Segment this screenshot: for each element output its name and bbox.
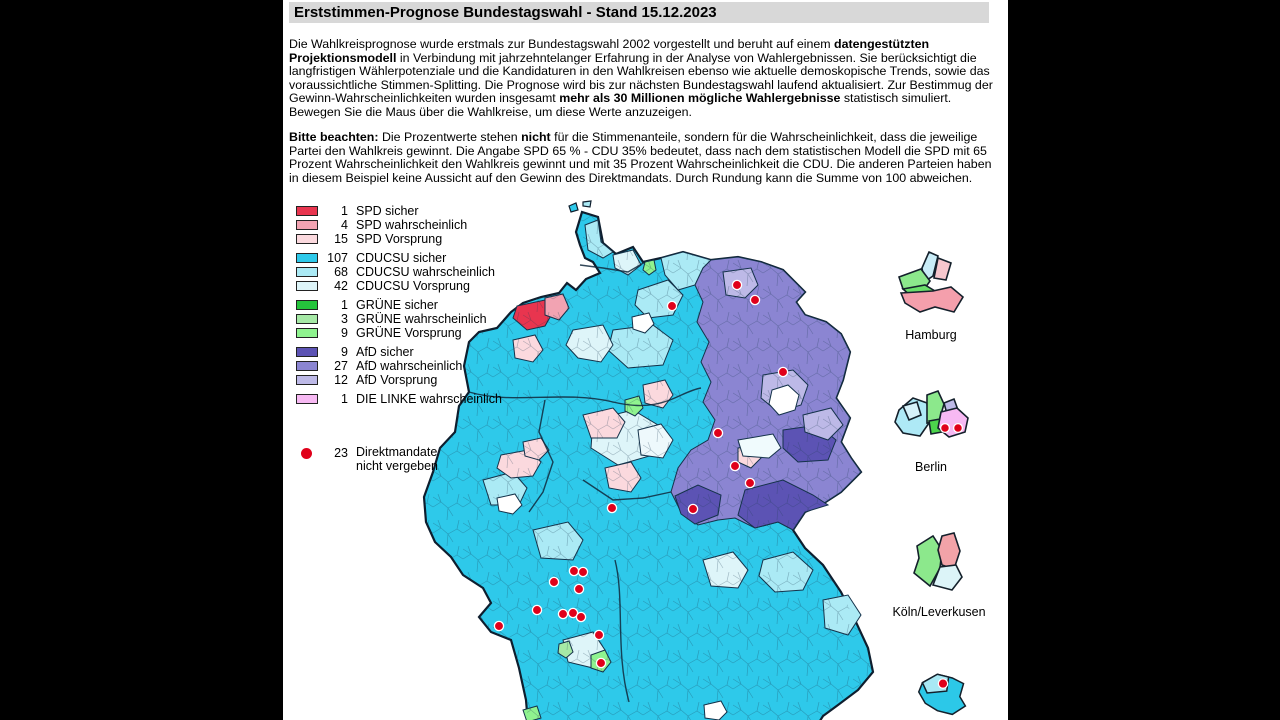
- inset-hamburg-label: Hamburg: [905, 328, 957, 342]
- legend-count: 9: [341, 326, 348, 340]
- legend-label: GRÜNE sicher: [356, 298, 438, 312]
- legend-label: SPD sicher: [356, 204, 419, 218]
- legend-item: [296, 326, 526, 340]
- legend-item: [296, 232, 526, 246]
- legend-swatch: [296, 206, 318, 216]
- legend-count: 15: [334, 232, 348, 246]
- legend-item: [296, 345, 526, 359]
- legend-swatch: [296, 347, 318, 357]
- legend-item: [296, 251, 526, 265]
- intro-paragraph: Die Wahlkreisprognose wurde erstmals zur Bundestagswahl 2002 vorgestellt und beruht auf einem datengestützten Projektionsmodell in Verbindung mit jahrzehntelanger Erfahrung in der Analyse von Wahlergebnissen. Sie berücksichtigt die langfristigen Wählerpotenziale und die Kandidaturen in den Wahlkreisen ebenso wie aktuelle demoskopische Trends, sowie das voraussichtliche Stimmen-Splitting. Die Prognose wird bis zur nächsten Bundestagswahl laufend aktualisiert. Zur Bestimmug der Gewinn-Wahrscheinlichkeiten wurden insgesamt mehr als 30 Millionen mögliche Wahlergebnisse statistisch simuliert. Bewegen Sie die Maus über die Wahlkreise, um diese Werte anzuzeigen.: [289, 37, 993, 119]
- legend-label: GRÜNE Vorsprung: [356, 326, 462, 340]
- legend-item: [296, 204, 526, 218]
- page-title: Erststimmen-Prognose Bundestagswahl - Stand 15.12.2023: [289, 2, 989, 23]
- legend-count: 23: [334, 446, 348, 460]
- legend-label: SPD Vorsprung: [356, 232, 443, 246]
- legend-item: [296, 218, 526, 232]
- direct-mandate-dot-icon: [301, 448, 312, 459]
- legend-label: AfD Vorsprung: [356, 373, 438, 387]
- legend-swatch: [296, 253, 318, 263]
- inset-berlin-label: Berlin: [915, 460, 947, 474]
- legend-item: [296, 279, 526, 293]
- inset-berlin-map[interactable]: [891, 382, 973, 458]
- legend-swatch: [296, 220, 318, 230]
- legend-item: [296, 373, 526, 387]
- legend-count: 107: [327, 251, 348, 265]
- legend-item: [296, 298, 526, 312]
- legend-count: 1: [341, 298, 348, 312]
- legend-count: 4: [341, 218, 348, 232]
- legend-label: Direktmandate nicht vergeben: [356, 445, 439, 473]
- legend-count: 27: [334, 359, 348, 373]
- inset-koeln-map[interactable]: [899, 528, 979, 604]
- legend-item: [296, 359, 526, 373]
- legend-swatch: [296, 281, 318, 291]
- inset-koeln-label: Köln/Leverkusen: [892, 605, 986, 619]
- legend-swatch: [296, 361, 318, 371]
- legend-label: CDUCSU wahrscheinlich: [356, 265, 495, 279]
- legend-item: [296, 392, 526, 406]
- legend-count: 9: [341, 345, 348, 359]
- legend-label: DIE LINKE wahrscheinlich: [356, 392, 502, 406]
- legend-count: 1: [341, 204, 348, 218]
- inset-bottom-map[interactable]: [911, 664, 975, 720]
- legend-swatch: [296, 394, 318, 404]
- legend-label: CDUCSU sicher: [356, 251, 447, 265]
- legend-count: 1: [341, 392, 348, 406]
- legend-swatch: [296, 234, 318, 244]
- legend-item: [296, 265, 526, 279]
- legend-label: AfD wahrscheinlich: [356, 359, 463, 373]
- inset-hamburg-map[interactable]: [891, 246, 973, 324]
- legend-label: AfD sicher: [356, 345, 414, 359]
- legend-swatch: [296, 300, 318, 310]
- legend-swatch: [296, 267, 318, 277]
- page-content: [283, 0, 1008, 720]
- legend-count: 12: [334, 373, 348, 387]
- note-paragraph: Bitte beachten: Die Prozentwerte stehen nicht für die Stimmenanteile, sondern für die Wahrscheinlichkeit, dass die jeweilige Partei den Wahlkreis gewinnt. Die Angabe SPD 65 % - CDU 35% bedeutet, dass nach dem statistischen Modell die SPD mit 65 Prozent Wahrscheinlichkeit den Wahlkreis gewinnt und mit 35 Prozent Wahrscheinlichkeit die CDU. Die anderen Parteien haben in diesem Beispiel keine Aussicht auf den Gewinn des Direktmandats. Durch Rundung kann die Summe von 100 abweichen.: [289, 130, 992, 185]
- legend-count: 68: [334, 265, 348, 279]
- legend-count: 3: [341, 312, 348, 326]
- legend-label: CDUCSU Vorsprung: [356, 279, 470, 293]
- north-sea-islands: [569, 201, 591, 212]
- legend-swatch: [296, 375, 318, 385]
- legend-item: [296, 312, 526, 326]
- legend-swatch: [296, 314, 318, 324]
- legend-label: SPD wahrscheinlich: [356, 218, 468, 232]
- legend-swatch: [296, 328, 318, 338]
- map-legend: [296, 204, 526, 406]
- legend-direct-mandates: [296, 446, 438, 473]
- legend-label: GRÜNE wahrscheinlich: [356, 312, 487, 326]
- legend-count: 42: [334, 279, 348, 293]
